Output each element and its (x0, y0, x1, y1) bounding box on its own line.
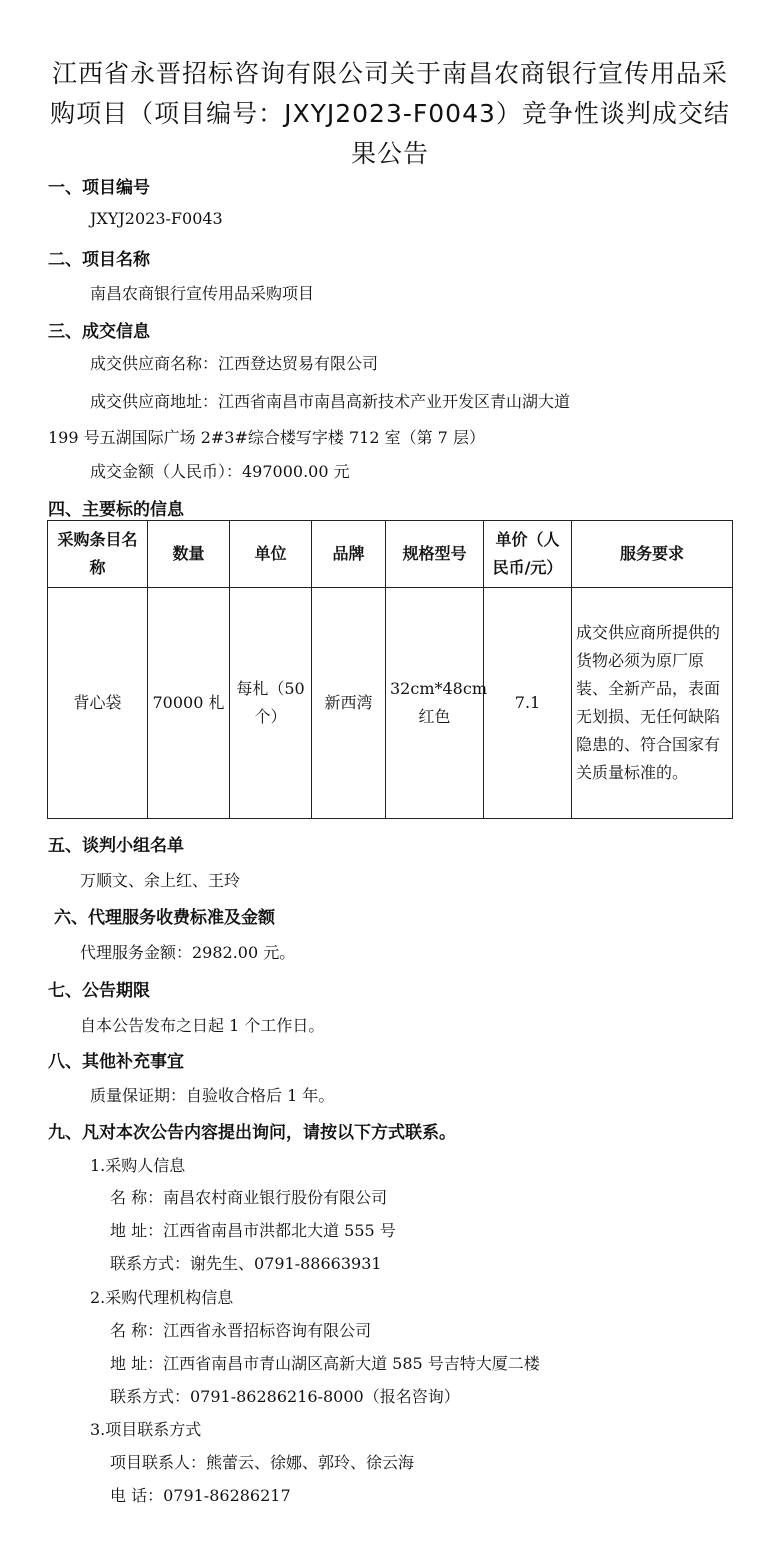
buyer-contact: 联系方式：谢先生、0791-88663931 (110, 1254, 382, 1273)
notice-period: 自本公告发布之日起 1 个工作日。 (80, 1016, 325, 1035)
section-heading-agency-fee: 六、代理服务收费标准及金额 (54, 908, 275, 928)
agency-label: 2.采购代理机构信息 (90, 1288, 234, 1307)
header-service-req: 服务要求 (572, 521, 733, 588)
deal-amount: 成交金额（人民币）：497000.00 元 (90, 462, 350, 481)
section-heading-other: 八、其他补充事宜 (48, 1052, 184, 1072)
table-header-row (48, 521, 733, 588)
cell-unit-price: 7.1 (484, 588, 572, 819)
section-heading-project-number: 一、项目编号 (48, 178, 150, 198)
section-heading-notice-period: 七、公告期限 (48, 981, 150, 1001)
project-contacts: 项目联系人：熊蕾云、徐娜、郭玲、徐云海 (110, 1453, 415, 1472)
section-heading-panel: 五、谈判小组名单 (48, 836, 184, 856)
cell-item-name: 背心袋 (48, 588, 148, 819)
header-spec: 规格型号 (386, 521, 484, 588)
buyer-label: 1.采购人信息 (90, 1156, 186, 1175)
header-unit: 单位 (230, 521, 312, 588)
cell-brand: 新西湾 (312, 588, 386, 819)
buyer-name: 名 称：南昌农村商业银行股份有限公司 (110, 1188, 388, 1207)
buyer-address: 地 址：江西省南昌市洪都北大道 555 号 (110, 1221, 396, 1240)
project-phone: 电 话：0791-86286217 (110, 1486, 291, 1505)
section-heading-deal-info: 三、成交信息 (48, 322, 150, 342)
header-unit-price: 单价（人民币/元） (484, 521, 572, 588)
project-contact-label: 3.项目联系方式 (90, 1420, 202, 1439)
cell-service-req: 成交供应商所提供的货物必须为原厂原装、全新产品，表面无划损、无任何缺陷隐患的、符合国家有关质量标准的。 (572, 588, 733, 819)
header-item-name: 采购条目名称 (48, 521, 148, 588)
agency-address: 地 址：江西省南昌市青山湖区高新大道 585 号吉特大厦二楼 (110, 1354, 540, 1373)
header-quantity: 数量 (148, 521, 230, 588)
header-brand: 品牌 (312, 521, 386, 588)
section-heading-main-items: 四、主要标的信息 (48, 500, 184, 520)
supplier-name: 成交供应商名称：江西登达贸易有限公司 (90, 354, 379, 373)
table-row (48, 588, 733, 819)
section-heading-contact: 九、凡对本次公告内容提出询问，请按以下方式联系。 (48, 1123, 456, 1143)
section-heading-project-name: 二、项目名称 (48, 250, 150, 270)
cell-spec: 32cm*48cm 红色 (386, 588, 484, 819)
agency-name: 名 称：江西省永晋招标咨询有限公司 (110, 1321, 372, 1340)
supplier-address-line2: 199 号五湖国际广场 2#3#综合楼写字楼 712 室（第 7 层） (48, 428, 485, 447)
agency-contact: 联系方式：0791-86286216-8000（报名咨询） (110, 1387, 460, 1406)
cell-quantity: 70000 札 (148, 588, 230, 819)
warranty: 质量保证期：自验收合格后 1 年。 (90, 1086, 335, 1105)
document-title: 江西省永晋招标咨询有限公司关于南昌农商银行宣传用品采购项目（项目编号：JXYJ2023-F0043）竞争性谈判成交结果公告 (50, 59, 730, 168)
project-number: JXYJ2023-F0043 (90, 209, 223, 228)
supplier-address-line1: 成交供应商地址：江西省南昌市南昌高新技术产业开发区青山湖大道 (90, 392, 571, 411)
cell-unit: 每札（50 个） (230, 588, 312, 819)
project-name: 南昌农商银行宣传用品采购项目 (90, 284, 315, 303)
panel-members: 万顺文、余上红、王玲 (80, 871, 241, 890)
agency-fee: 代理服务金额：2982.00 元。 (80, 943, 296, 962)
main-items-table (47, 520, 733, 819)
